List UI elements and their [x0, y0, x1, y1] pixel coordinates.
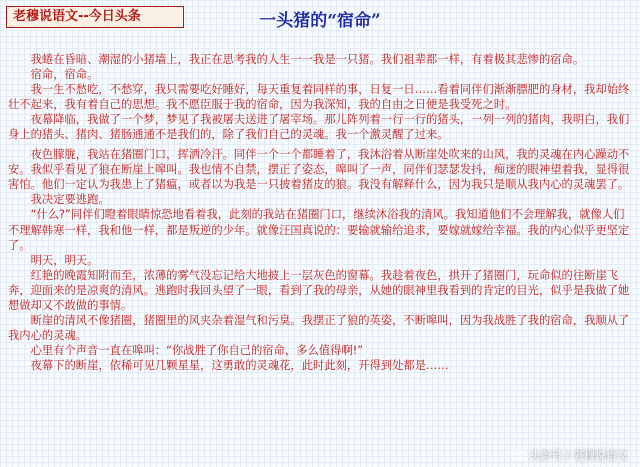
- toutiao-logo-icon: [511, 449, 525, 461]
- watermark: [511, 447, 628, 463]
- paragraph-11: 心里有个声音一直在嗥叫：“你战胜了你自己的宿命，多么值得啊!”: [30, 343, 364, 357]
- paragraph-2: 宿命，宿命。: [30, 68, 99, 82]
- paragraph-12: 夜幕下的断崖，依稀可见几颗星星，这勇敢的灵魂花，此时此刻，开得到处都是……: [30, 358, 449, 372]
- header-badge-text: 老穆说语文--今日头条: [13, 9, 141, 24]
- article-body: [8, 52, 632, 464]
- paragraph-10: 断崖的清风不像猪圈，猪圈里的风夹杂着湿气和污臭。我摆正了狼的英姿，不断嗥叫，因为我战胜了我的宿命，我顺从了我内心的灵魂。: [8, 313, 630, 342]
- paragraph-6: 我决定要逃跑。: [30, 193, 110, 207]
- paragraph-5: 夜色朦胧，我站在猪圈门口，挥洒冷汗。同伴一个一个都睡着了，我沐浴着从断崖处吹来的山风，我的灵魂在内心躁动不安。我似乎看见了狼在断崖上嗥叫。我也情不自禁，摆正了姿态，嗥叫了一声，同伴们瑟瑟发抖，痴迷的眼神望着我，显得很害怕。他们一定认为我患上了猪瘟，或者以为我是一只披着猪皮的狼。我没有解释什么，因为我只是顺从我内心的灵魂罢了。: [8, 148, 630, 192]
- paragraph-3: 我一生不愁吃，不愁穿，我只需要吃好睡好，每天重复着同样的事，日复一日……看着同伴们渐渐膘肥的身材，我却始终壮不起来，我有着自己的思想。我不愿臣服于我的宿命，因为我深知，我的自由之日便是我受死之时。: [8, 83, 630, 112]
- paragraph-1: 我蜷在昏暗、潮湿的小猪墙上，我正在思考我的人生一一我是一只猪。我们祖辈都一样，有着极其悲惨的宿命。: [30, 53, 585, 66]
- paragraph-8: 明天，明天。: [30, 253, 99, 267]
- paragraph-9: 红艳的晚霞知附而至，浓薄的雾气没忘记给大地披上一层灰色的窗幕。我趁着夜色，拱开了猪圈门，玩命似的往断崖飞奔，迎面来的是凉爽的清风。逃跑时我回头望了一眼，看到了我的母亲，从她的眼神里我看到的肯定的目光，似乎是我做了她想做却又不敢做的事情。: [8, 268, 630, 312]
- paragraph-4: 夜幕降临，我做了一个梦，梦见了我被屠夫送进了屠宰场。那儿阵列着一行一行的猪头，一列一列的猪肉，我明白，我们身上的猪头、猪肉、猪肠通通不是我们的，除了我们自己的灵魂。我一个激灵醒了过来。: [8, 113, 630, 142]
- article-title: 一头猪的“宿命”: [259, 11, 381, 31]
- paragraph-7: “什么?”同伴们瞪着眼睛惊恐地看着我，此刻的我站在猪圈门口，继续沐浴我的清风。我知道他们不会理解我，就像人们不理解韩寒一样，我和他一样，都是叛逆的少年。就像汪国真说的：要输就输给追求，要嫁就嫁给幸福。我的内心似乎更坚定了。: [8, 208, 630, 252]
- watermark-text: 头条号 / 老穆说语文: [529, 449, 628, 462]
